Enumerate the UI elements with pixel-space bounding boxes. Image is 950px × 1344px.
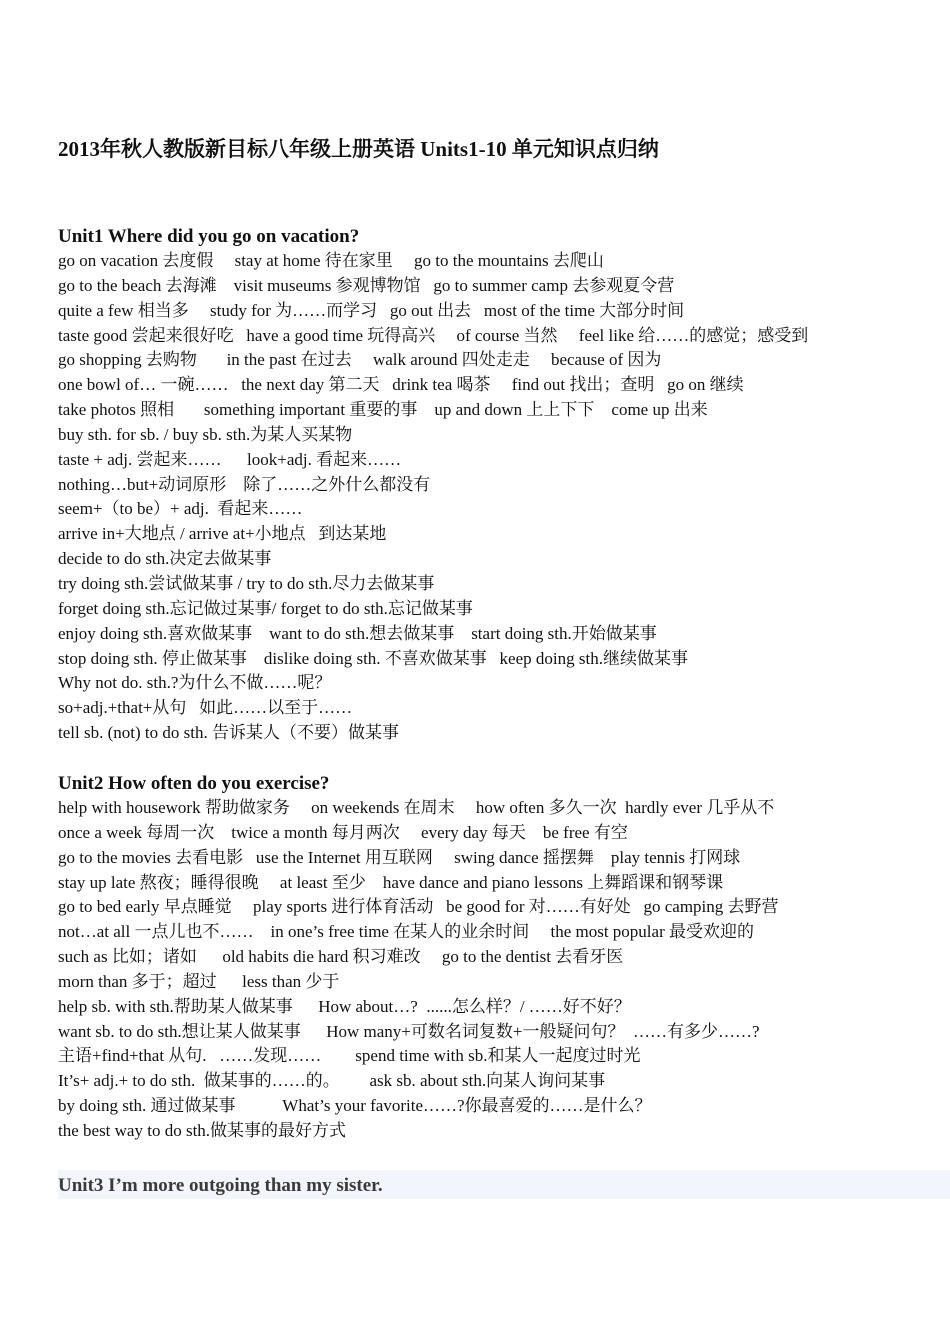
phrase-line: want sb. to do sth.想让某人做某事 How many+可数名词复数+一般疑问句？ ……有多少……?	[58, 1021, 760, 1041]
phrase-line: seem+（to be）+ adj. 看起来……	[58, 499, 303, 519]
phrase-line: once a week 每周一次 twice a month 每月两次 every day 每天 be free 有空	[58, 822, 628, 842]
phrase-line: enjoy doing sth.喜欢做某事 want to do sth.想去做某事 start doing sth.开始做某事	[58, 623, 657, 643]
phrase-line: go on vacation 去度假 stay at home 待在家里 go to the mountains 去爬山	[58, 251, 604, 270]
unit2-phrase-list	[58, 796, 948, 1144]
phrase-line: so+adj.+that+从句 如此……以至于……	[58, 698, 353, 718]
phrase-line: go to bed early 早点睡觉 play sports 进行体育活动 be good for 对……有好处 go camping 去野营	[58, 897, 779, 917]
phrase-line: Why not do. sth.?为什么不做……呢？	[58, 673, 332, 693]
document-title: 2013年秋人教版新目标八年级上册英语 Units1-10 单元知识点归纳	[58, 137, 659, 161]
phrase-line: go shopping 去购物 in the past 在过去 walk around 四处走走 because of 因为	[58, 350, 662, 370]
phrase-line: taste + adj. 尝起来…… look+adj. 看起来……	[58, 449, 402, 469]
phrase-line: by doing sth. 通过做某事 What’s your favorite……?你最喜爱的……是什么？	[58, 1096, 652, 1116]
unit3-heading: Unit3 I’m more outgoing than my sister.	[58, 1175, 383, 1196]
phrase-line: morn than 多于；超过 less than 少于	[58, 971, 340, 991]
phrase-line: help with housework 帮助做家务 on weekends 在周末 how often 多久一次 hardly ever 几乎从不	[58, 798, 775, 817]
phrase-line: forget doing sth.忘记做过某事/ forget to do sth.忘记做某事	[58, 598, 473, 618]
phrase-line: take photos 照相 something important 重要的事 up and down 上上下下 come up 出来	[58, 400, 708, 420]
phrase-line: such as 比如；诸如 old habits die hard 积习难改 go to the dentist 去看牙医	[58, 947, 624, 967]
phrase-line: 主语+find+that 从句. ……发现…… spend time with sb.和某人一起度过时光	[58, 1046, 641, 1066]
phrase-line: help sb. with sth.帮助某人做某事 How about…? ......怎么样？/ ……好不好？	[58, 996, 631, 1016]
phrase-line: stop doing sth. 停止做某事 dislike doing sth. 不喜欢做某事 keep doing sth.继续做某事	[58, 648, 688, 668]
phrase-line: one bowl of… 一碗…… the next day 第二天 drink tea 喝茶 find out 找出；查明 go on 继续	[58, 375, 744, 395]
phrase-line: not…at all 一点儿也不…… in one’s free time 在某人的业余时间 the most popular 最受欢迎的	[58, 922, 754, 942]
phrase-line: decide to do sth.决定去做某事	[58, 549, 272, 569]
phrase-line: nothing…but+动词原形 除了……之外什么都没有	[58, 474, 431, 494]
phrase-line: stay up late 熬夜；睡得很晚 at least 至少 have dance and piano lessons 上舞蹈课和钢琴课	[58, 872, 724, 892]
phrase-line: try doing sth.尝试做某事 / try to do sth.尽力去做某事	[58, 573, 435, 593]
unit1-phrase-list	[58, 249, 948, 746]
phrase-line: arrive in+大地点 / arrive at+小地点 到达某地	[58, 524, 387, 544]
unit2-heading: Unit2 How often do you exercise?	[58, 773, 330, 794]
phrase-line: buy sth. for sb. / buy sb. sth.为某人买某物	[58, 424, 353, 444]
phrase-line: go to the beach 去海滩 visit museums 参观博物馆 go to summer camp 去参观夏令营	[58, 275, 675, 295]
phrase-line: quite a few 相当多 study for 为……而学习 go out 出去 most of the time 大部分时间	[58, 300, 685, 320]
phrase-line: go to the movies 去看电影 use the Internet 用互联网 swing dance 摇摆舞 play tennis 打网球	[58, 847, 741, 867]
phrase-line: the best way to do sth.做某事的最好方式	[58, 1120, 347, 1140]
phrase-line: tell sb. (not) to do sth. 告诉某人（不要）做某事	[58, 723, 399, 743]
unit1-heading: Unit1 Where did you go on vacation?	[58, 226, 360, 247]
phrase-line: taste good 尝起来很好吃 have a good time 玩得高兴 of course 当然 feel like 给……的感觉；感受到	[58, 325, 809, 345]
phrase-line: It’s+ adj.+ to do sth. 做某事的……的。 ask sb. about sth.向某人询问某事	[58, 1071, 606, 1091]
